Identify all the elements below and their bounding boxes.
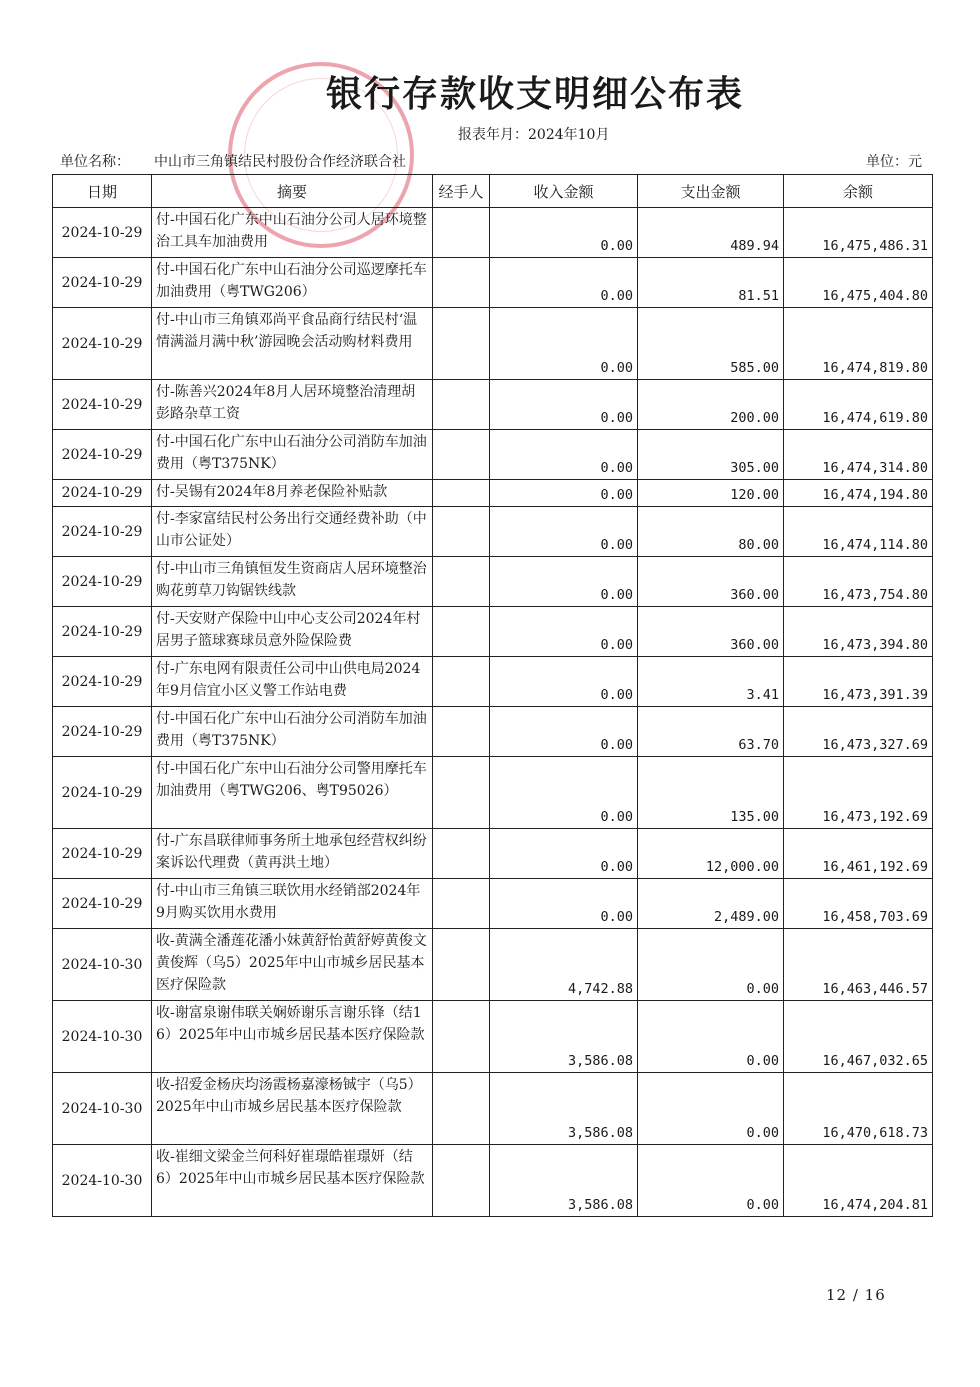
entry-income: 0.00 bbox=[490, 829, 638, 879]
table-row bbox=[53, 607, 933, 657]
entry-balance: 16,473,192.69 bbox=[784, 757, 933, 829]
entry-income: 3,586.08 bbox=[490, 1073, 638, 1145]
entry-expense: 489.94 bbox=[638, 208, 784, 258]
table-row bbox=[53, 879, 933, 929]
entry-balance: 16,474,114.80 bbox=[784, 507, 933, 557]
column-header-income: 收入金额 bbox=[490, 175, 638, 208]
column-header-expense: 支出金额 bbox=[638, 175, 784, 208]
entry-expense: 135.00 bbox=[638, 757, 784, 829]
entry-balance: 16,475,404.80 bbox=[784, 258, 933, 308]
entry-expense: 200.00 bbox=[638, 380, 784, 430]
table-row bbox=[53, 380, 933, 430]
entry-income: 0.00 bbox=[490, 757, 638, 829]
entry-handler bbox=[433, 507, 490, 557]
entry-summary: 付-天安财产保险中山中心支公司2024年村居男子篮球赛球员意外险保险费 bbox=[152, 607, 433, 657]
entry-summary: 付-中山市三角镇邓尚平食品商行结民村‘温情满溢月满中秋’游园晚会活动购材料费用 bbox=[152, 308, 433, 380]
entry-income: 0.00 bbox=[490, 507, 638, 557]
entry-balance: 16,474,314.80 bbox=[784, 430, 933, 480]
entry-expense: 80.00 bbox=[638, 507, 784, 557]
entry-date: 2024-10-30 bbox=[53, 1073, 152, 1145]
entry-balance: 16,458,703.69 bbox=[784, 879, 933, 929]
entry-expense: 0.00 bbox=[638, 1001, 784, 1073]
report-period-value: 2024年10月 bbox=[528, 127, 610, 143]
report-period bbox=[458, 124, 609, 144]
table-row bbox=[53, 757, 933, 829]
entry-income: 0.00 bbox=[490, 380, 638, 430]
entry-summary: 付-陈善兴2024年8月人居环境整治清理胡彭路杂草工资 bbox=[152, 380, 433, 430]
entry-summary: 收-黄满全潘莲花潘小妹黄舒怡黄舒婷黄俊文黄俊辉（乌5）2025年中山市城乡居民基本医疗保险款 bbox=[152, 929, 433, 1001]
entry-income: 0.00 bbox=[490, 557, 638, 607]
column-header-summary: 摘要 bbox=[152, 175, 433, 208]
entry-date: 2024-10-29 bbox=[53, 430, 152, 480]
entry-date: 2024-10-29 bbox=[53, 707, 152, 757]
currency-unit bbox=[866, 151, 922, 171]
entry-handler bbox=[433, 1145, 490, 1217]
entry-summary: 付-吴锡有2024年8月养老保险补贴款 bbox=[152, 480, 433, 507]
report-period-label: 报表年月： bbox=[458, 127, 528, 143]
entry-handler bbox=[433, 757, 490, 829]
table-header-row bbox=[53, 175, 933, 208]
entry-expense: 305.00 bbox=[638, 430, 784, 480]
entry-date: 2024-10-30 bbox=[53, 1145, 152, 1217]
entry-income: 0.00 bbox=[490, 480, 638, 507]
entry-summary: 付-李家富结民村公务出行交通经费补助（中山市公证处） bbox=[152, 507, 433, 557]
table-row bbox=[53, 308, 933, 380]
entry-handler bbox=[433, 1073, 490, 1145]
entry-income: 0.00 bbox=[490, 308, 638, 380]
column-header-handler: 经手人 bbox=[433, 175, 490, 208]
ledger-table bbox=[52, 174, 933, 1217]
table-row bbox=[53, 480, 933, 507]
table-row bbox=[53, 829, 933, 879]
column-header-date: 日期 bbox=[53, 175, 152, 208]
entry-summary: 付-中山市三角镇恒发生资商店人居环境整治购花剪草刀钩锯铁线款 bbox=[152, 557, 433, 607]
entry-expense: 0.00 bbox=[638, 1145, 784, 1217]
entry-date: 2024-10-29 bbox=[53, 757, 152, 829]
entry-date: 2024-10-29 bbox=[53, 607, 152, 657]
entry-date: 2024-10-29 bbox=[53, 557, 152, 607]
entry-balance: 16,474,819.80 bbox=[784, 308, 933, 380]
entry-expense: 0.00 bbox=[638, 929, 784, 1001]
entry-handler bbox=[433, 657, 490, 707]
entry-date: 2024-10-29 bbox=[53, 380, 152, 430]
entry-income: 0.00 bbox=[490, 657, 638, 707]
unit-name-label: 单位名称： bbox=[60, 154, 130, 170]
entry-income: 3,586.08 bbox=[490, 1145, 638, 1217]
entry-summary: 付-广东电网有限责任公司中山供电局2024年9月信宜小区义警工作站电费 bbox=[152, 657, 433, 707]
table-row bbox=[53, 1145, 933, 1217]
entry-income: 0.00 bbox=[490, 208, 638, 258]
entry-income: 0.00 bbox=[490, 879, 638, 929]
table-row bbox=[53, 557, 933, 607]
entry-balance: 16,461,192.69 bbox=[784, 829, 933, 879]
entry-date: 2024-10-29 bbox=[53, 879, 152, 929]
entry-expense: 12,000.00 bbox=[638, 829, 784, 879]
entry-handler bbox=[433, 1001, 490, 1073]
entry-handler bbox=[433, 607, 490, 657]
entry-balance: 16,473,754.80 bbox=[784, 557, 933, 607]
entry-balance: 16,473,391.39 bbox=[784, 657, 933, 707]
entry-handler bbox=[433, 879, 490, 929]
table-row bbox=[53, 657, 933, 707]
entry-date: 2024-10-29 bbox=[53, 258, 152, 308]
entry-expense: 360.00 bbox=[638, 607, 784, 657]
entry-date: 2024-10-30 bbox=[53, 929, 152, 1001]
entry-summary: 付-广东昌联律师事务所土地承包经营权纠纷案诉讼代理费（黄再洪土地） bbox=[152, 829, 433, 879]
entry-income: 0.00 bbox=[490, 607, 638, 657]
entry-summary: 付-中国石化广东中山石油分公司消防车加油费用（粤T375NK） bbox=[152, 430, 433, 480]
entry-date: 2024-10-29 bbox=[53, 657, 152, 707]
entry-balance: 16,474,194.80 bbox=[784, 480, 933, 507]
table-row bbox=[53, 707, 933, 757]
entry-expense: 585.00 bbox=[638, 308, 784, 380]
column-header-balance: 余额 bbox=[784, 175, 933, 208]
table-row bbox=[53, 1073, 933, 1145]
entry-summary: 付-中国石化广东中山石油分公司警用摩托车加油费用（粤TWG206、粤T95026） bbox=[152, 757, 433, 829]
entry-expense: 3.41 bbox=[638, 657, 784, 707]
entry-date: 2024-10-29 bbox=[53, 208, 152, 258]
entry-income: 0.00 bbox=[490, 258, 638, 308]
entry-income: 4,742.88 bbox=[490, 929, 638, 1001]
entry-balance: 16,474,619.80 bbox=[784, 380, 933, 430]
entry-handler bbox=[433, 480, 490, 507]
entry-date: 2024-10-29 bbox=[53, 308, 152, 380]
table-row bbox=[53, 929, 933, 1001]
table-row bbox=[53, 208, 933, 258]
entry-balance: 16,470,618.73 bbox=[784, 1073, 933, 1145]
table-row bbox=[53, 430, 933, 480]
entry-summary: 收-招爱金杨庆均汤霞杨嘉濠杨铖宇（乌5）2025年中山市城乡居民基本医疗保险款 bbox=[152, 1073, 433, 1145]
table-row bbox=[53, 258, 933, 308]
page-title: 银行存款收支明细公布表 bbox=[325, 74, 744, 115]
entry-income: 0.00 bbox=[490, 707, 638, 757]
unit-name bbox=[60, 151, 406, 171]
entry-handler bbox=[433, 557, 490, 607]
entry-date: 2024-10-30 bbox=[53, 1001, 152, 1073]
entry-summary: 收-崔细文梁金兰何科好崔璟皓崔璟妍（结6）2025年中山市城乡居民基本医疗保险款 bbox=[152, 1145, 433, 1217]
entry-handler bbox=[433, 430, 490, 480]
entry-balance: 16,473,394.80 bbox=[784, 607, 933, 657]
entry-summary: 收-谢富泉谢伟联关娴娇谢乐言谢乐锋（结16）2025年中山市城乡居民基本医疗保险款 bbox=[152, 1001, 433, 1073]
entry-handler bbox=[433, 707, 490, 757]
entry-date: 2024-10-29 bbox=[53, 507, 152, 557]
entry-date: 2024-10-29 bbox=[53, 480, 152, 507]
currency-unit-label: 单位： bbox=[866, 154, 908, 170]
entry-handler bbox=[433, 208, 490, 258]
entry-expense: 0.00 bbox=[638, 1073, 784, 1145]
entry-summary: 付-中山市三角镇三联饮用水经销部2024年9月购买饮用水费用 bbox=[152, 879, 433, 929]
entry-summary: 付-中国石化广东中山石油分公司消防车加油费用（粤T375NK） bbox=[152, 707, 433, 757]
entry-handler bbox=[433, 380, 490, 430]
page-number: 12 / 16 bbox=[826, 1286, 886, 1304]
entry-income: 0.00 bbox=[490, 430, 638, 480]
entry-income: 3,586.08 bbox=[490, 1001, 638, 1073]
entry-summary: 付-中国石化广东中山石油分公司巡逻摩托车加油费用（粤TWG206） bbox=[152, 258, 433, 308]
entry-handler bbox=[433, 258, 490, 308]
entry-date: 2024-10-29 bbox=[53, 829, 152, 879]
entry-balance: 16,463,446.57 bbox=[784, 929, 933, 1001]
entry-handler bbox=[433, 308, 490, 380]
entry-balance: 16,473,327.69 bbox=[784, 707, 933, 757]
table-row bbox=[53, 507, 933, 557]
entry-expense: 360.00 bbox=[638, 557, 784, 607]
table-row bbox=[53, 1001, 933, 1073]
entry-handler bbox=[433, 929, 490, 1001]
entry-expense: 81.51 bbox=[638, 258, 784, 308]
entry-expense: 2,489.00 bbox=[638, 879, 784, 929]
entry-summary: 付-中国石化广东中山石油分公司人居环境整治工具车加油费用 bbox=[152, 208, 433, 258]
table-body bbox=[53, 208, 933, 1217]
entry-expense: 120.00 bbox=[638, 480, 784, 507]
entry-balance: 16,475,486.31 bbox=[784, 208, 933, 258]
entry-handler bbox=[433, 829, 490, 879]
entry-balance: 16,474,204.81 bbox=[784, 1145, 933, 1217]
unit-name-value: 中山市三角镇结民村股份合作经济联合社 bbox=[154, 154, 406, 170]
entry-expense: 63.70 bbox=[638, 707, 784, 757]
currency-unit-value: 元 bbox=[908, 154, 922, 170]
entry-balance: 16,467,032.65 bbox=[784, 1001, 933, 1073]
